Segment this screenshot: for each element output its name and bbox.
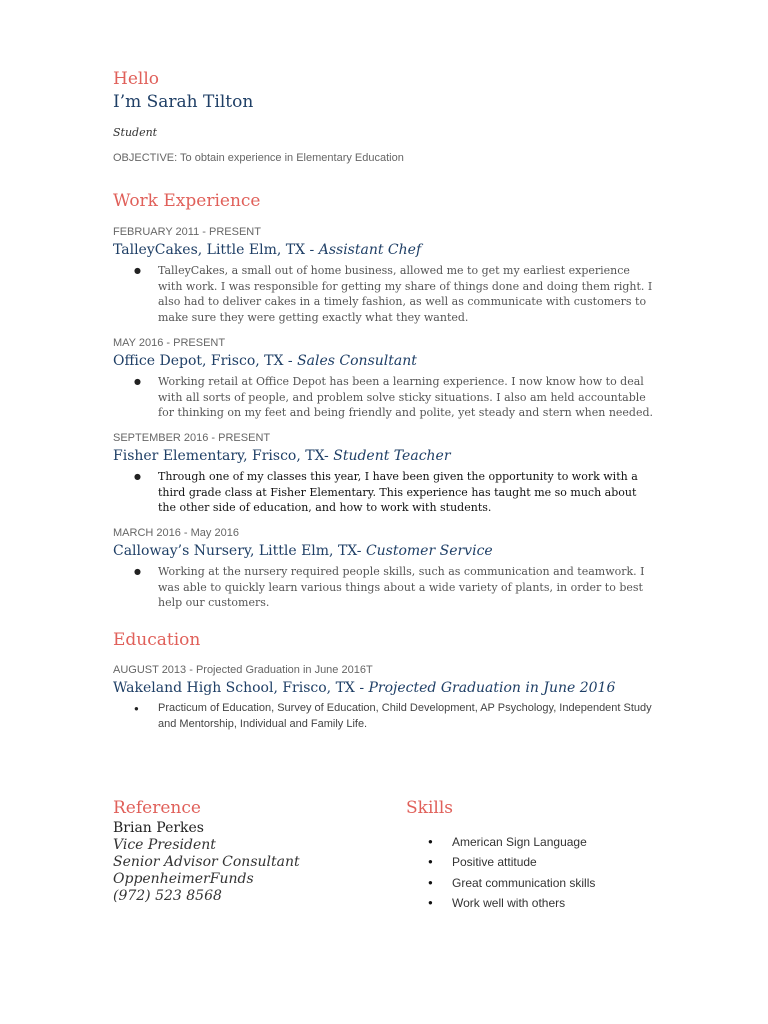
job-date: MAY 2016 - PRESENT [113, 337, 226, 349]
job-bullets [134, 564, 654, 611]
reference-line: OppenheimerFunds [113, 871, 254, 887]
education-bullets [134, 701, 654, 732]
school-name: Wakeland High School, Frisco, TX - [113, 680, 369, 696]
job-title: Customer Service [365, 543, 493, 559]
list-item: ● Working retail at Office Depot has been a learning experience. I now know how to deal with all sorts of people, and problem solve sticky situations. I also am held accountable for thinking on my feet and being friendly and polite, yet steady and stern when needed. [134, 374, 654, 421]
job-title: Sales Consultant [297, 353, 417, 369]
education-title: Projected Graduation in June 2016 [368, 680, 616, 696]
reference-line: Vice President [113, 837, 216, 853]
reference-line: (972) 523 8568 [113, 888, 222, 904]
job-org: Calloway’s Nursery, Little Elm, TX- [113, 543, 366, 559]
greeting: Hello [113, 69, 159, 89]
skills-list [428, 832, 595, 913]
job-org: Fisher Elementary, Frisco, TX- [113, 448, 334, 464]
job-date: MARCH 2016 - May 2016 [113, 527, 239, 539]
job-title: Student Teacher [333, 448, 451, 464]
job-bullets [134, 374, 654, 421]
job-org: TalleyCakes, Little Elm, TX - [113, 242, 319, 258]
list-item: ● Work well with others [428, 893, 595, 913]
job-bullets [134, 469, 654, 516]
job-heading [113, 353, 417, 369]
role-label: Student [113, 126, 158, 139]
job-heading [113, 543, 493, 559]
work-experience-heading: Work Experience [113, 191, 261, 211]
job-title: Assistant Chef [318, 242, 422, 258]
list-item: ● Through one of my classes this year, I have been given the opportunity to work with a third grade class at Fisher Elementary. This experience has taught me so much about the other side of education, and how to work with students. [134, 469, 654, 516]
education-date: AUGUST 2013 - Projected Graduation in June 2016T [113, 664, 373, 676]
objective-text: OBJECTIVE: To obtain experience in Elementary Education [113, 152, 404, 164]
person-name: I’m Sarah Tilton [113, 92, 254, 112]
job-org: Office Depot, Frisco, TX - [113, 353, 298, 369]
reference-heading: Reference [113, 798, 201, 818]
list-item: ● TalleyCakes, a small out of home business, allowed me to get my earliest experience with work. I was responsible for getting my share of things done and doing them right. I also had to deliver cakes in a timely fashion, as well as communicate with customers to make sure they were getting exactly what they wanted. [134, 263, 654, 325]
list-item: ● Great communication skills [428, 873, 595, 893]
reference-line: Senior Advisor Consultant [113, 854, 300, 870]
education-heading: Education [113, 630, 201, 650]
job-bullets [134, 263, 654, 325]
list-item: ● Working at the nursery required people skills, such as communication and teamwork. I was able to quickly learn various things about a wide variety of plants, in order to best help our customers. [134, 564, 654, 611]
list-item: ● Positive attitude [428, 852, 595, 872]
skills-heading: Skills [406, 798, 453, 818]
job-heading [113, 448, 451, 464]
job-heading [113, 242, 421, 258]
education-heading-line [113, 680, 615, 696]
job-date: FEBRUARY 2011 - PRESENT [113, 226, 261, 238]
job-date: SEPTEMBER 2016 - PRESENT [113, 432, 271, 444]
list-item: ● American Sign Language [428, 832, 595, 852]
reference-name: Brian Perkes [113, 820, 204, 836]
list-item: ● Practicum of Education, Survey of Education, Child Development, AP Psychology, Independent Study and Mentorship, Individual and Family Life. [134, 701, 654, 732]
